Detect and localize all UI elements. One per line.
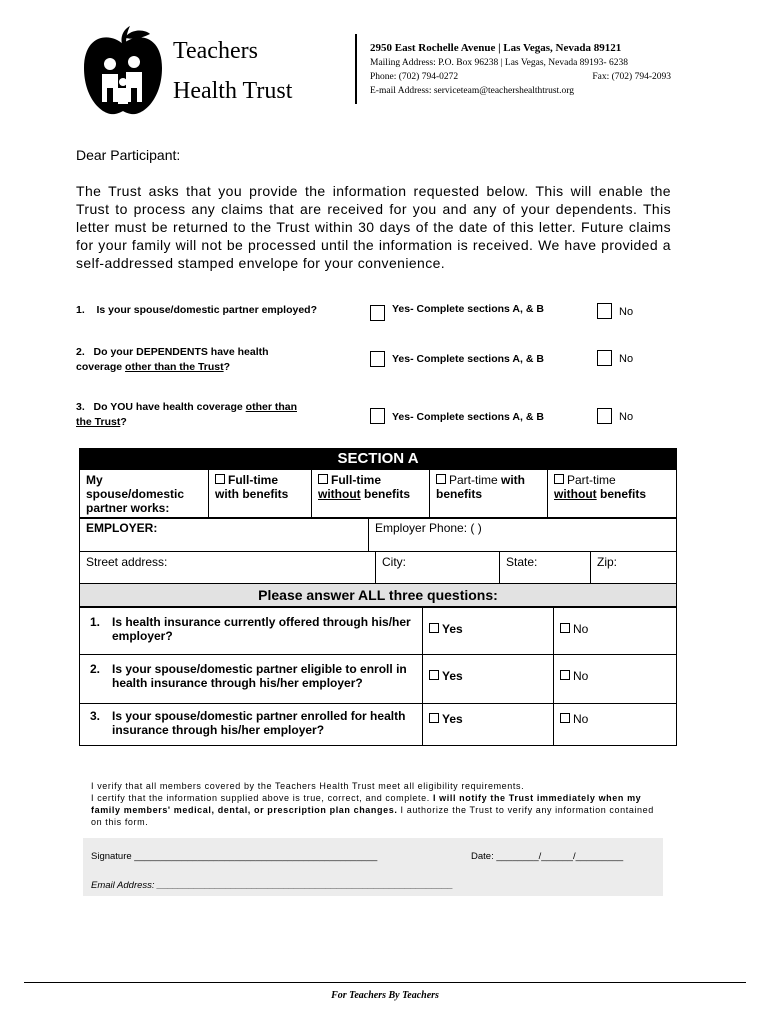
phone: Phone: (702) 794-0272: [370, 72, 459, 82]
city-field[interactable]: City:: [376, 552, 500, 584]
signature-field[interactable]: Signature ______________________________________________: [91, 851, 378, 862]
email-address: E-mail Address: serviceteam@teachershealthtrust.org: [370, 86, 575, 96]
subquestion-2: 2. Is your spouse/domestic partner eligible to enroll in health insurance through his/her employer?: [80, 655, 423, 704]
subquestion-3: 3. Is your spouse/domestic partner enrolled for health insurance through his/her employer?: [80, 704, 423, 746]
q3-no-label: No: [619, 411, 634, 423]
employer-insurance-questions: [79, 607, 677, 746]
state-field[interactable]: State:: [500, 552, 591, 584]
q2-no-checkbox[interactable]: [597, 350, 612, 366]
q2-yes-checkbox[interactable]: [370, 351, 385, 367]
address-table: [79, 551, 677, 584]
checkbox-icon: [554, 474, 564, 484]
footer-rule: [24, 982, 746, 983]
question-1: 1. Is your spouse/domestic partner employed?: [76, 304, 317, 316]
subquestion-1-no[interactable]: No: [554, 608, 677, 655]
q1-yes-label: Yes- Complete sections A, & B: [392, 303, 544, 315]
employment-type-table: [79, 469, 677, 519]
checkbox-icon: [429, 670, 439, 680]
section-a-header: SECTION A: [79, 448, 677, 469]
q3-yes-checkbox[interactable]: [370, 408, 385, 424]
org-name-line2: Health Trust: [173, 78, 293, 104]
q1-yes-checkbox[interactable]: [370, 305, 385, 321]
trust-logo: [80, 26, 166, 118]
checkbox-icon: [560, 623, 570, 633]
employer-table: [79, 517, 677, 552]
answer-all-banner: Please answer ALL three questions:: [79, 583, 677, 607]
address-block: [370, 41, 680, 98]
subquestion-3-no[interactable]: No: [554, 704, 677, 746]
signature-area: [83, 838, 663, 896]
checkbox-icon: [436, 474, 446, 484]
greeting: Dear Participant:: [76, 147, 181, 163]
option-fulltime-without-benefits[interactable]: Full-time without benefits: [312, 470, 430, 519]
fax: Fax: (702) 794-2093: [592, 72, 671, 82]
option-parttime-benefits[interactable]: Part-time with benefits: [430, 470, 548, 519]
checkbox-icon: [429, 713, 439, 723]
checkbox-icon: [215, 474, 225, 484]
q2-no-label: No: [619, 353, 634, 365]
subquestion-1: 1. Is health insurance currently offered through his/her employer?: [80, 608, 423, 655]
org-name-line1: Teachers: [173, 38, 258, 64]
q1-no-checkbox[interactable]: [597, 303, 612, 319]
question-3: 3. Do YOU have health coverage other than the Trust?: [76, 401, 297, 428]
street-address-field[interactable]: Street address:: [80, 552, 376, 584]
q3-no-checkbox[interactable]: [597, 408, 612, 424]
zip-field[interactable]: Zip:: [591, 552, 677, 584]
checkbox-icon: [318, 474, 328, 484]
checkbox-icon: [560, 713, 570, 723]
question-2: 2. Do your DEPENDENTS have health coverage other than the Trust?: [76, 346, 269, 373]
street-address: 2950 East Rochelle Avenue | Las Vegas, Nevada 89121: [370, 42, 622, 54]
date-field[interactable]: Date: ________/______/_________: [471, 851, 624, 862]
verification-text: I verify that all members covered by the Teachers Health Trust meet all eligibility requirements. I certify that the information supplied above is true, correct, and complete. I will notify the Trust immediately when my family members' medical, dental, or prescription plan changes. I authorize the Trust to verify any information contained on this form.: [91, 781, 654, 827]
subquestion-1-yes[interactable]: Yes: [423, 608, 554, 655]
option-fulltime-benefits[interactable]: Full-time with benefits: [209, 470, 312, 519]
employer-phone-field[interactable]: Employer Phone: ( ): [369, 518, 677, 552]
header-divider: [355, 34, 357, 104]
footer-tagline: For Teachers By Teachers: [331, 990, 439, 1001]
subquestion-2-no[interactable]: No: [554, 655, 677, 704]
employer-field[interactable]: EMPLOYER:: [80, 518, 369, 552]
mailing-address: Mailing Address: P.O. Box 96238 | Las Vegas, Nevada 89193- 6238: [370, 58, 628, 68]
q2-yes-label: Yes- Complete sections A, & B: [392, 353, 544, 365]
subquestion-3-yes[interactable]: Yes: [423, 704, 554, 746]
q1-no-label: No: [619, 306, 634, 318]
letter-body: The Trust asks that you provide the information requested below. This will enable the Trust to process any claims that are received for you and any of your dependents. This letter must be returned to the Trust within 30 days of the date of this letter. Future claims for your family will not be processed until the information is received. We have provided a self-addressed stamped envelope for your convenience.: [76, 183, 671, 271]
works-label: My spouse/domestic partner works:: [80, 470, 209, 519]
email-address-field[interactable]: Email Address: ________________________________________________________: [91, 880, 454, 891]
checkbox-icon: [560, 670, 570, 680]
q3-yes-label: Yes- Complete sections A, & B: [392, 411, 544, 423]
subquestion-2-yes[interactable]: Yes: [423, 655, 554, 704]
checkbox-icon: [429, 623, 439, 633]
option-parttime-without-benefits[interactable]: Part-time without benefits: [548, 470, 677, 519]
